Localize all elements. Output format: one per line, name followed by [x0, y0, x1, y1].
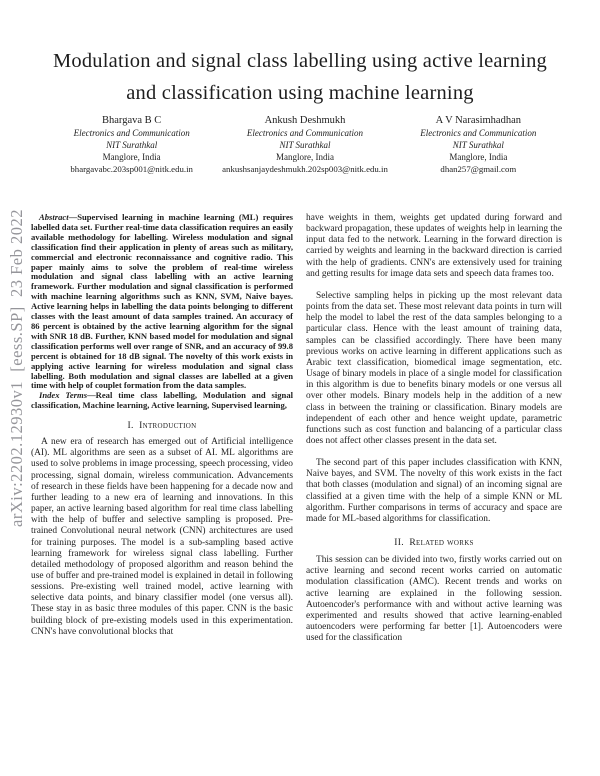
- related-works-paragraph: This session can be divided into two, firstly works carried out on active learning and second recent works carried on automatic modulation classification (AMC). Recent trends and works on active learning are explained in the following session. Autoencoder's performance with and without active learning was experimented and results showed that active learning-enabled autoencoders were performing far better [1]. Autoencoders were used for the classification: [306, 555, 562, 644]
- index-terms-label: Index Terms: [39, 390, 88, 401]
- two-column-body: [31, 213, 562, 644]
- author-institution: NIT Surathkal: [106, 140, 158, 150]
- left-column: [31, 213, 293, 644]
- author-email: bhargavabc.203sp001@nitk.edu.in: [70, 164, 193, 174]
- author-location: Manglore, India: [102, 152, 161, 162]
- author-location: Manglore, India: [449, 152, 508, 162]
- author-institution: NIT Surathkal: [452, 140, 504, 150]
- author-email: ankushsanjaydeshmukh.202sp003@nitk.edu.in: [222, 164, 388, 174]
- introduction-paragraph: A new era of research has emerged out of Artificial intelligence (AI). ML algorithms are seen as a subset of AI. ML algorithms are used to solve problems in image processing, speech processing, video processing, signal domain, wireless communication. Advancements of research in these fields have been happening for a decade now and further leading to a new era of learning and innovations. In this paper, an active learning based algorithm for real time class labelling with the help of buffer and selective sampling is proposed. Pre-trained Convolutional neural network (CNN) architectures are used for training purposes. The model is a sub-sampling based active learning framework for wireless signal class labelling. Further detailed methodology of proposed algorithm and reason behind the use of buffer and pre-trained model is explained in detail in following sessions. Pre-existing well trained model, active learning with selective data points, and binary classifier model (one versus all). These stay in as basic three modules of this paper. CNN is the basic building block of pre-existing models used in this experimentation. CNN's have convolutional blocks that: [31, 437, 293, 637]
- author-block-1: [45, 114, 218, 175]
- abstract-label: Abstract: [39, 212, 69, 222]
- paper-title: Modulation and signal class labelling using active learning and classification using machine learning: [52, 50, 547, 104]
- second-part-paragraph: The second part of this paper includes classification with KNN, Naive bayes, and SVM. The novelty of this work exists in the fact that both classes (modulation and signal) of an incoming signal are classified at a given time with the help of a simple KNN or ML algorithm. Further comparisons in terms of accuracy and space are made for ML-based algorithms for classification.: [306, 458, 562, 524]
- index-terms-text: —Real time class labelling, Modulation and signal classification, Machine learning, Active learning, Supervised learning,: [31, 390, 294, 411]
- section-heading-introduction: I. Introduction: [127, 420, 197, 432]
- author-location: Manglore, India: [276, 152, 334, 162]
- index-terms-paragraph: [31, 391, 293, 411]
- author-name: Bhargava B C: [102, 115, 162, 126]
- author-name: Ankush Deshmukh: [264, 115, 346, 126]
- abstract-text: —Supervised learning in machine learning (ML) requires labelled data set. Further real-time data classification requires an easily available methodology for labelling. Wireless modulation and signal classification find their application in plenty of areas such as military, commercial and electronic reconnaissance and cognitive radio. This paper mainly aims to solve the problem of real-time wireless modulation and signal class labelling with an active learning framework. Further modulation and signal classification is performed with machine learning algorithms such as KNN, SVM, Naive bayes. Active learning helps in labelling the data points belonging to different classes with the least amount of data samples trained. An accuracy of 86 percent is obtained by the active learning algorithm for the signal with SNR 18 dB. Further, KNN based model for modulation and signal classification performs well over range of SNR, and an accuracy of 99.8 percent is obtained for 18 dB signal. The novelty of this work exists in applying active learning for wireless modulation and signal class labelling. Both modulation and signal classes are labelled at a given time with help of couplet formation from the data samples.: [31, 212, 293, 391]
- selective-sampling-paragraph: Selective sampling helps in picking up the most relevant data points from the data set. These most relevant data points in turn will help the model to label the rest of the data samples belonging to a particular class. Hence with the least amount of training data, samples can be classified accordingly. There have been many previous works on active learning in different applications such as Arabic text classification, biomedical image segmentation, etc. Usage of binary models in place of a single model for classification in this algorithm is due to benefits binary models or one versus all over other models. Binary models help in the addition of a new class in between the training or classification. Binary models are independent of each other and hence weight update, parametric functions such as cost function and balancing of a particular class does not affect other classes present in the data set.: [306, 290, 562, 446]
- arxiv-watermark: arXiv:2202.12930v1 [eess.SP] 23 Feb 2022: [7, 209, 26, 527]
- section-heading-related-works: II. Related works: [394, 537, 474, 549]
- abstract-paragraph: [31, 213, 293, 391]
- author-name: A V Narasimhadhan: [435, 115, 521, 126]
- authors-row: [45, 114, 565, 175]
- right-column: [306, 213, 562, 644]
- author-block-2: [218, 114, 391, 175]
- author-institution: NIT Surathkal: [279, 140, 331, 150]
- author-department: Electronics and Communication: [246, 128, 364, 138]
- author-email: dhan257@gmail.com: [440, 164, 517, 174]
- author-block-3: [392, 114, 565, 175]
- author-department: Electronics and Communication: [73, 128, 190, 138]
- author-department: Electronics and Communication: [420, 128, 537, 138]
- introduction-continued-paragraph: have weights in them, weights get updated during forward and backward propagation, these updates of weights help in learning the input data fed to the network. Learning in the forward direction is carried by weights and learning in the backward direction is carried with the help of gradients. CNN's are extensively used for training and getting results for image data sets and speech data frames too.: [306, 213, 562, 279]
